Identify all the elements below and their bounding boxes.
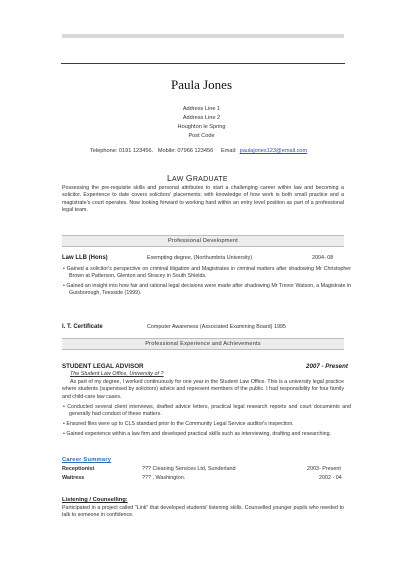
role-intro: As part of my degree, I worked continuously for one year in the Student Law Office. This is a university legal practice where students (supervised by solicitors) advice and represent members of the public. I had responsibility for four family and child-care law cases. [62,379,344,400]
experience-label: Professional Experience and Achievements [145,341,261,347]
telephone: Telephone: 0191 123456. [90,148,154,154]
email-link[interactable]: paulajones123@email.com [239,148,308,154]
mobile: Mobile: 07966 123456 [157,148,214,154]
degree-bullet-2: • Gained an insight into how fair and rational legal decisions were made after shadowing Mr Trevor Watson, a Magistrate in Guisborough, Teesside (1999). [63,283,352,297]
career-summary-heading: Career Summary [62,457,112,463]
role-organisation: The Student Law Office, University of ? [70,371,164,377]
degree-detail: Exempting degree, (Northumbria University) [147,255,253,261]
career-role-1: Receptionist [62,466,95,472]
professional-development-band [62,235,344,247]
contact-line [90,148,307,154]
address-line-1: Address Line 1 [182,106,221,112]
name-divider [61,63,345,64]
law-graduate-heading: LAW GRADUATE [167,173,228,183]
role-bullet-1: • Conducted several client interviews, drafted advice letters, practical legal research reports and court documents and generally had conduct of these matters. [63,404,351,418]
email-label: Email: [220,148,237,154]
address-line-2: Address Line 2 [182,115,221,121]
career-dates-2: 2002 - 04 [319,475,342,481]
career-role-2: Waitress [62,475,85,481]
candidate-name: Paula Jones [170,77,233,92]
degree-bullet-1: • Gained a solicitor's perspective on criminal litigation and Magistrates in criminal matters after shadowing Mr Christopher Brown at Patterson, Glenton and Stracey in South Shields. [63,266,352,280]
career-employer-1: ??? Cleaning Services Ltd, Sunderland [142,466,236,472]
career-employer-2: ??? , Washington. [142,475,186,481]
profile-summary: Possessing the pre-requisite skills and personal attributes to start a challenging career within law and becoming a solicitor. Experience to date covers solicitors' placements; with knowledge of how work is both small practice and a magistrate's court operates. Now looking forward to working hard within an entry level position as part of a professional legal team. [62,185,344,214]
role-bullet-3: • Gained experience within a law firm and developed practical skills such as interviewing, drafting and researching. [63,431,332,437]
experience-band [62,338,344,350]
role-bullet-2: • Ensured files were up to CLS standard prior to the Community Legal Service auditor's inspection. [63,421,294,427]
listening-heading: Listening / Counselling: [62,497,128,503]
role-dates: 2007 - Present [306,363,348,370]
career-dates-1: 2003- Present [307,466,341,472]
listening-text: Participated in a project called "Link" that developed students' listening skills. Counselled younger pupils who needed to talk to someone in confidence. [62,505,344,519]
address-postcode: Post Code [188,133,215,139]
role-title: STUDENT LEGAL ADVISOR [62,363,144,370]
degree-title: Law LLB (Hons) [62,255,108,261]
professional-development-label: Professional Development [167,238,239,244]
it-certificate-title: I. T. Certificate [62,324,103,330]
address-town: Houghton le Spring [177,124,226,130]
top-divider [62,34,344,38]
it-certificate-detail: Computer Awareness (Associated Examining Board) 1995 [147,324,286,330]
degree-years: 2004- 08 [312,255,334,261]
